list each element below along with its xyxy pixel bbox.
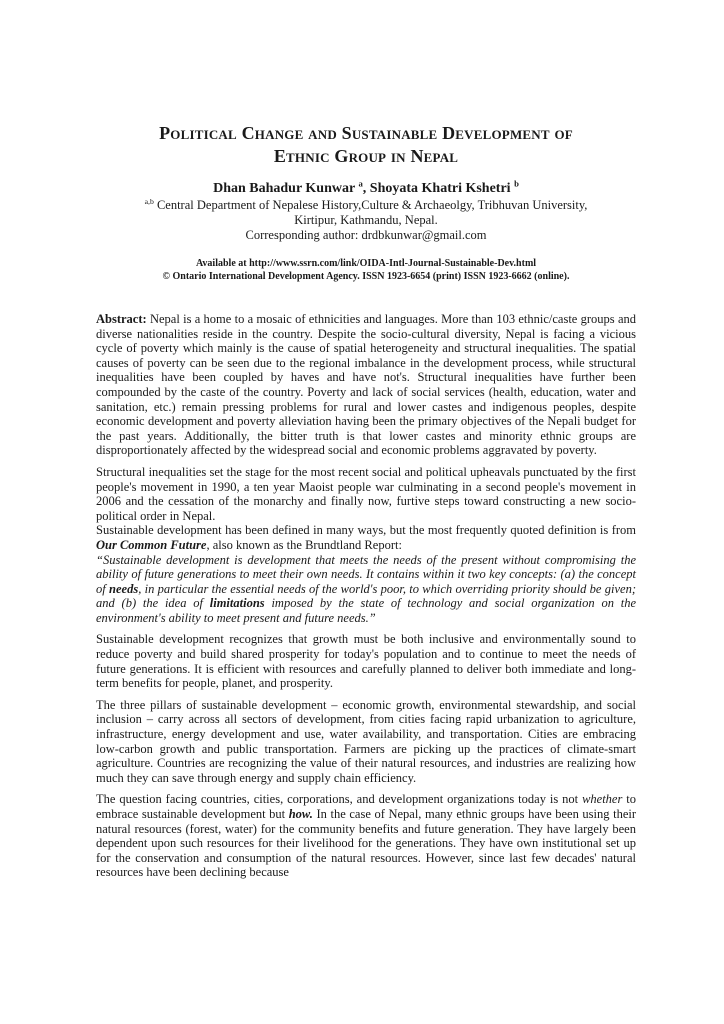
availability-block bbox=[96, 257, 636, 283]
paragraph-question-facing: The question facing countries, cities, corporations, and development organizations today is not whether to embrace sustainable development but how. In the case of Nepal, many ethnic groups have been using their natural resources (forest, water) for the community benefits and future generation. They have largely been dependent upon such resources for their livelihood for the generations. They have own institutional set up for the conservation and consumption of the natural resources. However, since last few decades' natural resources have been declining because bbox=[96, 792, 637, 880]
paper-header bbox=[96, 122, 636, 283]
paragraph-structural-inequalities: Structural inequalities set the stage for the most recent social and political upheavals punctuated by the first people's movement in 1990, a ten year Maoist people war culminating in a second people's movement in 2006 and the cessation of the monarchy and finally now, furtive steps toward constructing a new socio-political order in Nepal. bbox=[96, 464, 636, 523]
paper-title-line-1: Political Change and Sustainable Development of bbox=[159, 123, 573, 143]
paragraph-sd-definition-intro: Sustainable development has been defined in many ways, but the most frequently quoted definition is from Our Common Future, also known as the Brundtland Report: bbox=[96, 523, 636, 552]
paragraph-sd-recognizes: Sustainable development recognizes that growth must be both inclusive and environmentally sound to reduce poverty and build shared prosperity for today's population and to continue to meet the needs of future generations. It is efficient with resources and carefully planned to deliver both immediate and long-term benefits for people, planet, and prosperity. bbox=[96, 632, 636, 691]
authors-line: Dhan Bahadur Kunwar $^a$, Shoyata Khatri Kshetri $^b$ bbox=[213, 178, 519, 196]
copyright-issn-line: © Ontario International Development Agency. ISSN 1923-6654 (print) ISSN 1923-6662 (online). bbox=[162, 271, 570, 282]
affiliation-block bbox=[96, 198, 636, 243]
paper-body bbox=[96, 312, 636, 880]
paper-title-line-2: Ethnic Group in Nepal bbox=[273, 146, 459, 166]
affiliation-line-1: $^{a,b}$ Central Department of Nepalese History,Culture & Archaeolgy, Tribhuvan University, bbox=[144, 196, 588, 212]
paragraph-abstract: Abstract: Nepal is a home to a mosaic of ethnicities and languages. More than 103 ethnic/caste groups and diverse nationalities reside in the country. Despite the socio-cultural diversity, Nepal is facing a vicious cycle of poverty which mainly is the cause of spatial heterogeneity and structural inequalities. The spatial causes of poverty can be seen due to the regional imbalance in the development process, while structural inequalities have been coupled by haves and have not's. Structural inequalities have further been compounded by the caste of the country. Poverty and lack of social services (health, education, water and sanitation, etc.) remain pressing problems for rural and lower castes and indigenous peoples, despite economic development and poverty alleviation having been the primary objectives of the Nepali budget for the past years. Additionally, the bitter truth is that lower castes and minority ethnic groups are disproportionately affected by the widespread social and economic problems aggravated by poverty. bbox=[96, 312, 636, 458]
affiliation-line-2: Kirtipur, Kathmandu, Nepal. bbox=[294, 213, 438, 227]
availability-url-line: Available at http://www.ssrn.com/link/OIDA-Intl-Journal-Sustainable-Dev.html bbox=[195, 258, 537, 269]
corresponding-author-line: Corresponding author: drdbkunwar@gmail.com bbox=[245, 228, 487, 242]
paper-title bbox=[96, 122, 636, 168]
paragraph-brundtland-quote: “Sustainable development is development that meets the needs of the present without compromising the ability of future generations to meet their own needs. It contains within it two key concepts: (a) the concept of needs, in particular the essential needs of the world's poor, to which overriding priority should be given; and (b) the idea of limitations imposed by the state of technology and social organization on the environment's ability to meet present and future needs.” bbox=[96, 552, 636, 625]
paragraph-three-pillars: The three pillars of sustainable development – economic growth, environmental stewardship, and social inclusion – carry across all sectors of development, from cities facing rapid urbanization to agriculture, infrastructure, energy development and use, water availability, and transportation. Cities are embracing low-carbon growth and public transportation. Farmers are picking up the practices of climate-smart agriculture. Countries are recognizing the value of their natural resources, and industries are realizing how much they can save through energy and supply chain efficiency. bbox=[96, 697, 636, 785]
